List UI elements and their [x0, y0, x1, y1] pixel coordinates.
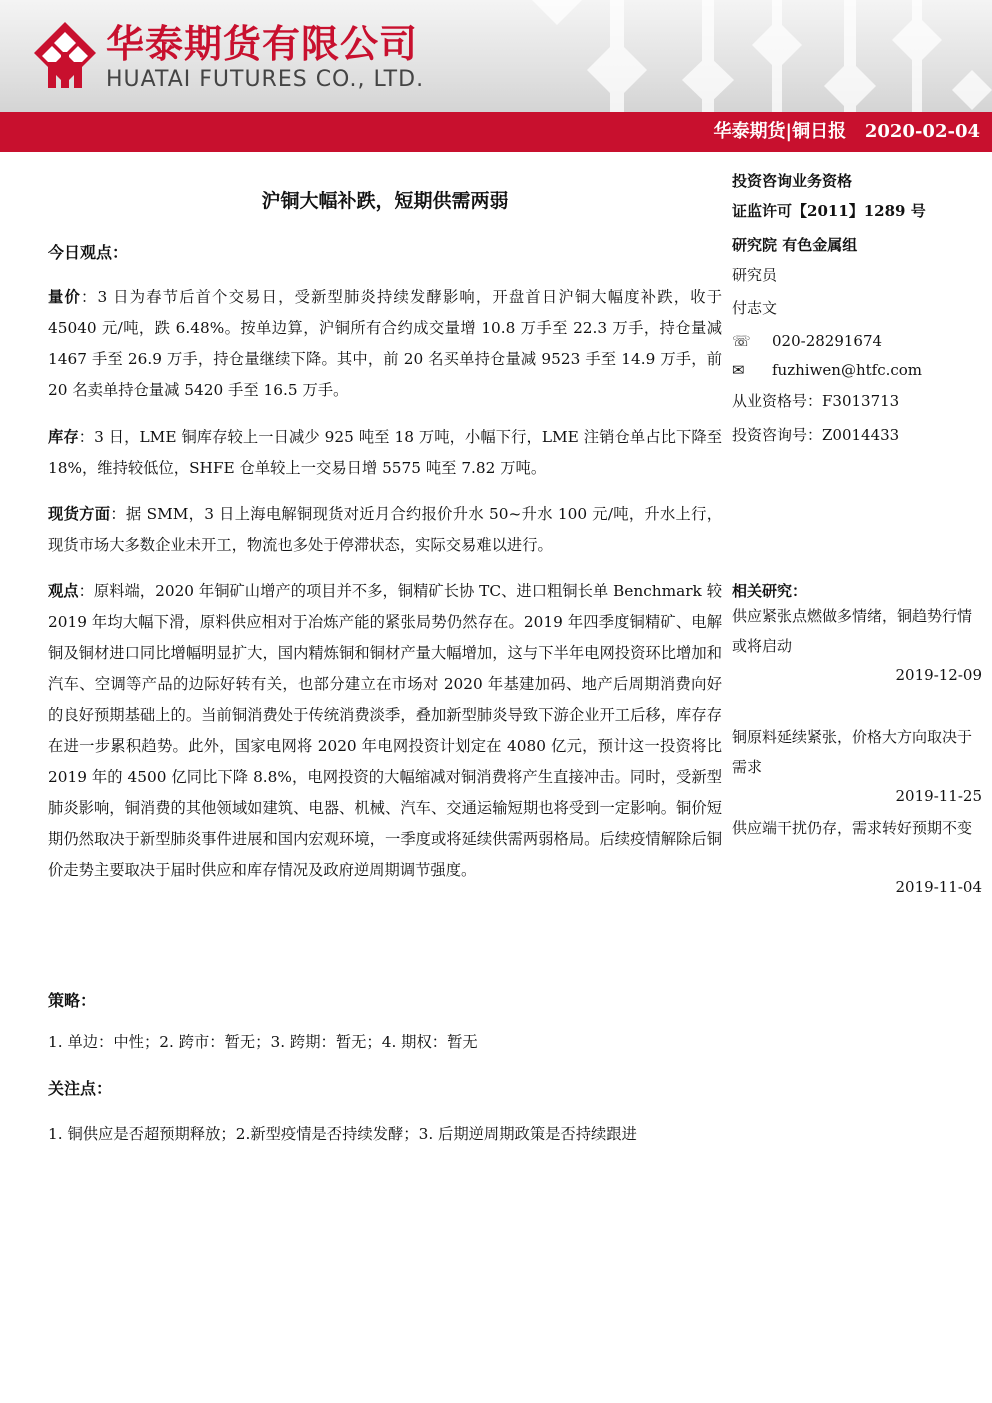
qualification-line1: 投资咨询业务资格	[732, 172, 853, 190]
view-text: ：原料端，2020 年铜矿山增产的项目并不多，铜精矿长协 TC、进口粗铜长单 Benchmark 较 2019 年均大幅下滑，原料供应相对于冶炼产能的紧张局势仍然存在。2019 年四季度铜精矿、电解铜及铜材进口同比增幅明显扩大，国内精炼铜和铜材产量大幅增加，这与下半年电网投资环比增加和汽车、空调等产品的边际好转有关，也部分建立在市场对 2020 年基建加码、地产后周期消费向好的良好预期基础上的。当前铜消费处于传统消费淡季，叠加新型肺炎导致下游企业开工后移，库存存在进一步累积趋势。此外，国家电网将 2020 年电网投资计划定在 4080 亿元，预计这一投资将比 2019 年的 4500 亿同比下降 8.8%，电网投资的大幅缩减对铜消费将产生直接冲击。同时，受新型肺炎影响，铜消费的其他领域如建筑、电器、机械、汽车、交通运输短期也将受到一定影响。铜价短期仍然取决于新型肺炎事件进展和国内宏观环境，一季度或将延续供需两弱格局。后续疫情解除后铜价走势主要取决于届时供应和库存情况及政府逆周期调节强度。	[48, 582, 722, 879]
phone-row	[732, 330, 982, 352]
spot-paragraph	[48, 499, 722, 561]
analyst-name: 付志文	[732, 299, 778, 317]
department: 研究院 有色金属组	[732, 236, 858, 254]
view-label: 观点	[48, 582, 79, 600]
price-label: 量价	[48, 288, 81, 306]
related-item-title[interactable]: 供应端干扰仍存，需求转好预期不变	[732, 819, 973, 837]
banner-text: 华泰期货|铜日报 2020-02-04	[713, 121, 980, 142]
inventory-paragraph	[48, 422, 722, 484]
qualification-line2: 证监许可【2011】1289 号	[732, 202, 926, 220]
related-item-date: 2019-11-04	[895, 878, 982, 896]
email-row	[732, 359, 982, 381]
spot-text: ：据 SMM，3 日上海电解铜现货对近月合约报价升水 50~升水 100 元/吨，升水上行，现货市场大多数企业未开工，物流也多处于停滞状态，实际交易难以进行。	[48, 505, 722, 554]
company-name-cn: 华泰期货有限公司	[106, 22, 419, 66]
company-name-en: HUATAI FUTURES CO., LTD.	[106, 67, 425, 92]
related-research-heading: 相关研究：	[732, 582, 808, 600]
phone-number: 020-28291674	[772, 332, 883, 350]
report-header	[0, 0, 992, 112]
related-item-title[interactable]: 供应紧张点燃做多情绪，铜趋势行情或将启动	[732, 607, 973, 655]
company-logo-icon	[34, 22, 96, 88]
today-view-heading: 今日观点：	[48, 243, 129, 262]
strategy-heading: 策略：	[48, 991, 97, 1010]
related-item-date: 2019-11-25	[895, 787, 982, 805]
view-paragraph	[48, 576, 722, 886]
price-paragraph	[48, 282, 722, 406]
header-decoration	[472, 0, 992, 112]
license-number: 从业资格号：F3013713	[732, 392, 900, 410]
report-banner	[0, 112, 992, 152]
related-item-title[interactable]: 铜原料延续紧张，价格大方向取决于需求	[732, 728, 973, 776]
inventory-text: ：3 日，LME 铜库存较上一日减少 925 吨至 18 万吨，小幅下行，LME 注销仓单占比下降至 18%，维持较低位，SHFE 仓单较上一交易日增 5575 吨至 7.82 万吨。	[48, 428, 722, 477]
email-address[interactable]: fuzhiwen@htfc.com	[772, 361, 923, 379]
phone-icon: ☏	[732, 332, 751, 350]
role: 研究员	[732, 266, 778, 284]
focus-line: 1. 铜供应是否超预期释放；2.新型疫情是否持续发酵；3. 后期逆周期政策是否持续跟进	[48, 1125, 637, 1143]
consult-number: 投资咨询号：Z0014433	[732, 426, 900, 444]
document-title: 沪铜大幅补跌，短期供需两弱	[261, 190, 509, 212]
spot-label: 现货方面	[48, 505, 111, 523]
strategy-line: 1. 单边：中性；2. 跨市：暂无；3. 跨期：暂无；4. 期权：暂无	[48, 1033, 478, 1051]
focus-heading: 关注点：	[48, 1079, 113, 1098]
inventory-label: 库存	[48, 428, 79, 446]
price-text: ：3 日为春节后首个交易日，受新型肺炎持续发酵影响，开盘首日沪铜大幅度补跌，收于 45040 元/吨，跌 6.48%。按单边算，沪铜所有合约成交量增 10.8 万手至 22.3 万手，持仓量减 1467 手至 26.9 万手，持仓量继续下降。其中，前 20 名买单持仓量减 9523 手至 14.9 万手，前 20 名卖单持仓量减 5420 手至 16.5 万手。	[48, 288, 722, 399]
related-item-date: 2019-12-09	[895, 666, 982, 684]
mail-icon: ✉	[732, 361, 745, 379]
